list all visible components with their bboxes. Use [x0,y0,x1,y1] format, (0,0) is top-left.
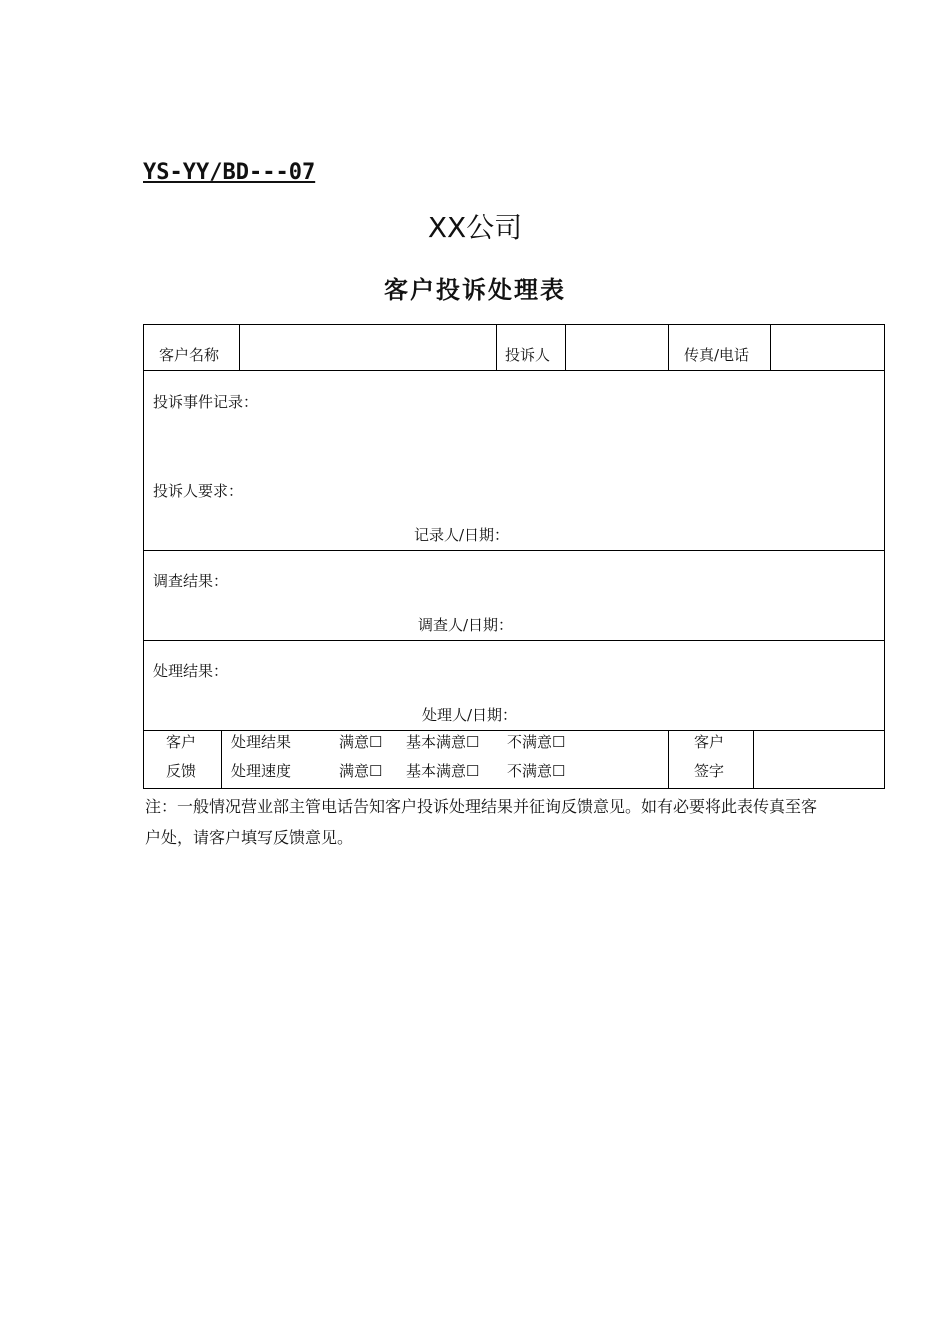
col-divider [221,730,222,789]
row-divider [144,550,884,551]
option-basic-satisfied-checkbox[interactable]: 基本满意☐ [406,733,480,751]
complainant-field[interactable] [567,327,666,368]
row-divider [144,370,884,371]
col-divider [496,325,497,370]
investigation-result-label: 调查结果： [153,572,229,590]
recorder-date-label: 记录人/日期： [414,526,510,544]
fax-phone-label: 传真/电话 [684,346,750,364]
row-divider [144,730,884,731]
feedback-label-line1: 客户 [166,733,197,751]
option-unsatisfied-checkbox[interactable]: 不满意☐ [507,762,566,780]
document-code: YS-YY/BD---07 [143,160,316,185]
feedback-handling-result-label: 处理结果 [231,733,292,751]
company-name: XX公司 [427,211,523,244]
option-satisfied-checkbox[interactable]: 满意☐ [339,733,383,751]
fax-phone-field[interactable] [772,327,882,368]
customer-name-label: 客户名称 [159,346,220,364]
complaint-request-label: 投诉人要求： [153,482,244,500]
feedback-label-line2: 反馈 [166,762,197,780]
signature-label-line2: 签字 [694,762,725,780]
customer-name-field[interactable] [241,327,494,368]
col-divider [668,730,669,789]
col-divider [565,325,566,370]
col-divider [239,325,240,370]
option-basic-satisfied-checkbox[interactable]: 基本满意☐ [406,762,480,780]
footnote: 注：一般情况营业部主管电话告知客户投诉处理结果并征询反馈意见。如有必要将此表传真至客户处，请客户填写反馈意见。 [145,797,818,847]
complainant-label: 投诉人 [505,346,551,364]
complaint-record-label: 投诉事件记录： [153,393,259,411]
col-divider [770,325,771,370]
handler-date-label: 处理人/日期： [422,706,518,724]
feedback-handling-speed-label: 处理速度 [231,762,292,780]
handling-result-label: 处理结果： [153,662,229,680]
col-divider [668,325,669,370]
col-divider [753,730,754,789]
customer-signature-field[interactable] [755,732,882,787]
row-divider [144,640,884,641]
investigator-date-label: 调查人/日期： [418,616,514,634]
form-title: 客户投诉处理表 [384,276,566,304]
option-unsatisfied-checkbox[interactable]: 不满意☐ [507,733,566,751]
complaint-form-table [143,324,885,789]
option-satisfied-checkbox[interactable]: 满意☐ [339,762,383,780]
signature-label-line1: 客户 [694,733,725,751]
